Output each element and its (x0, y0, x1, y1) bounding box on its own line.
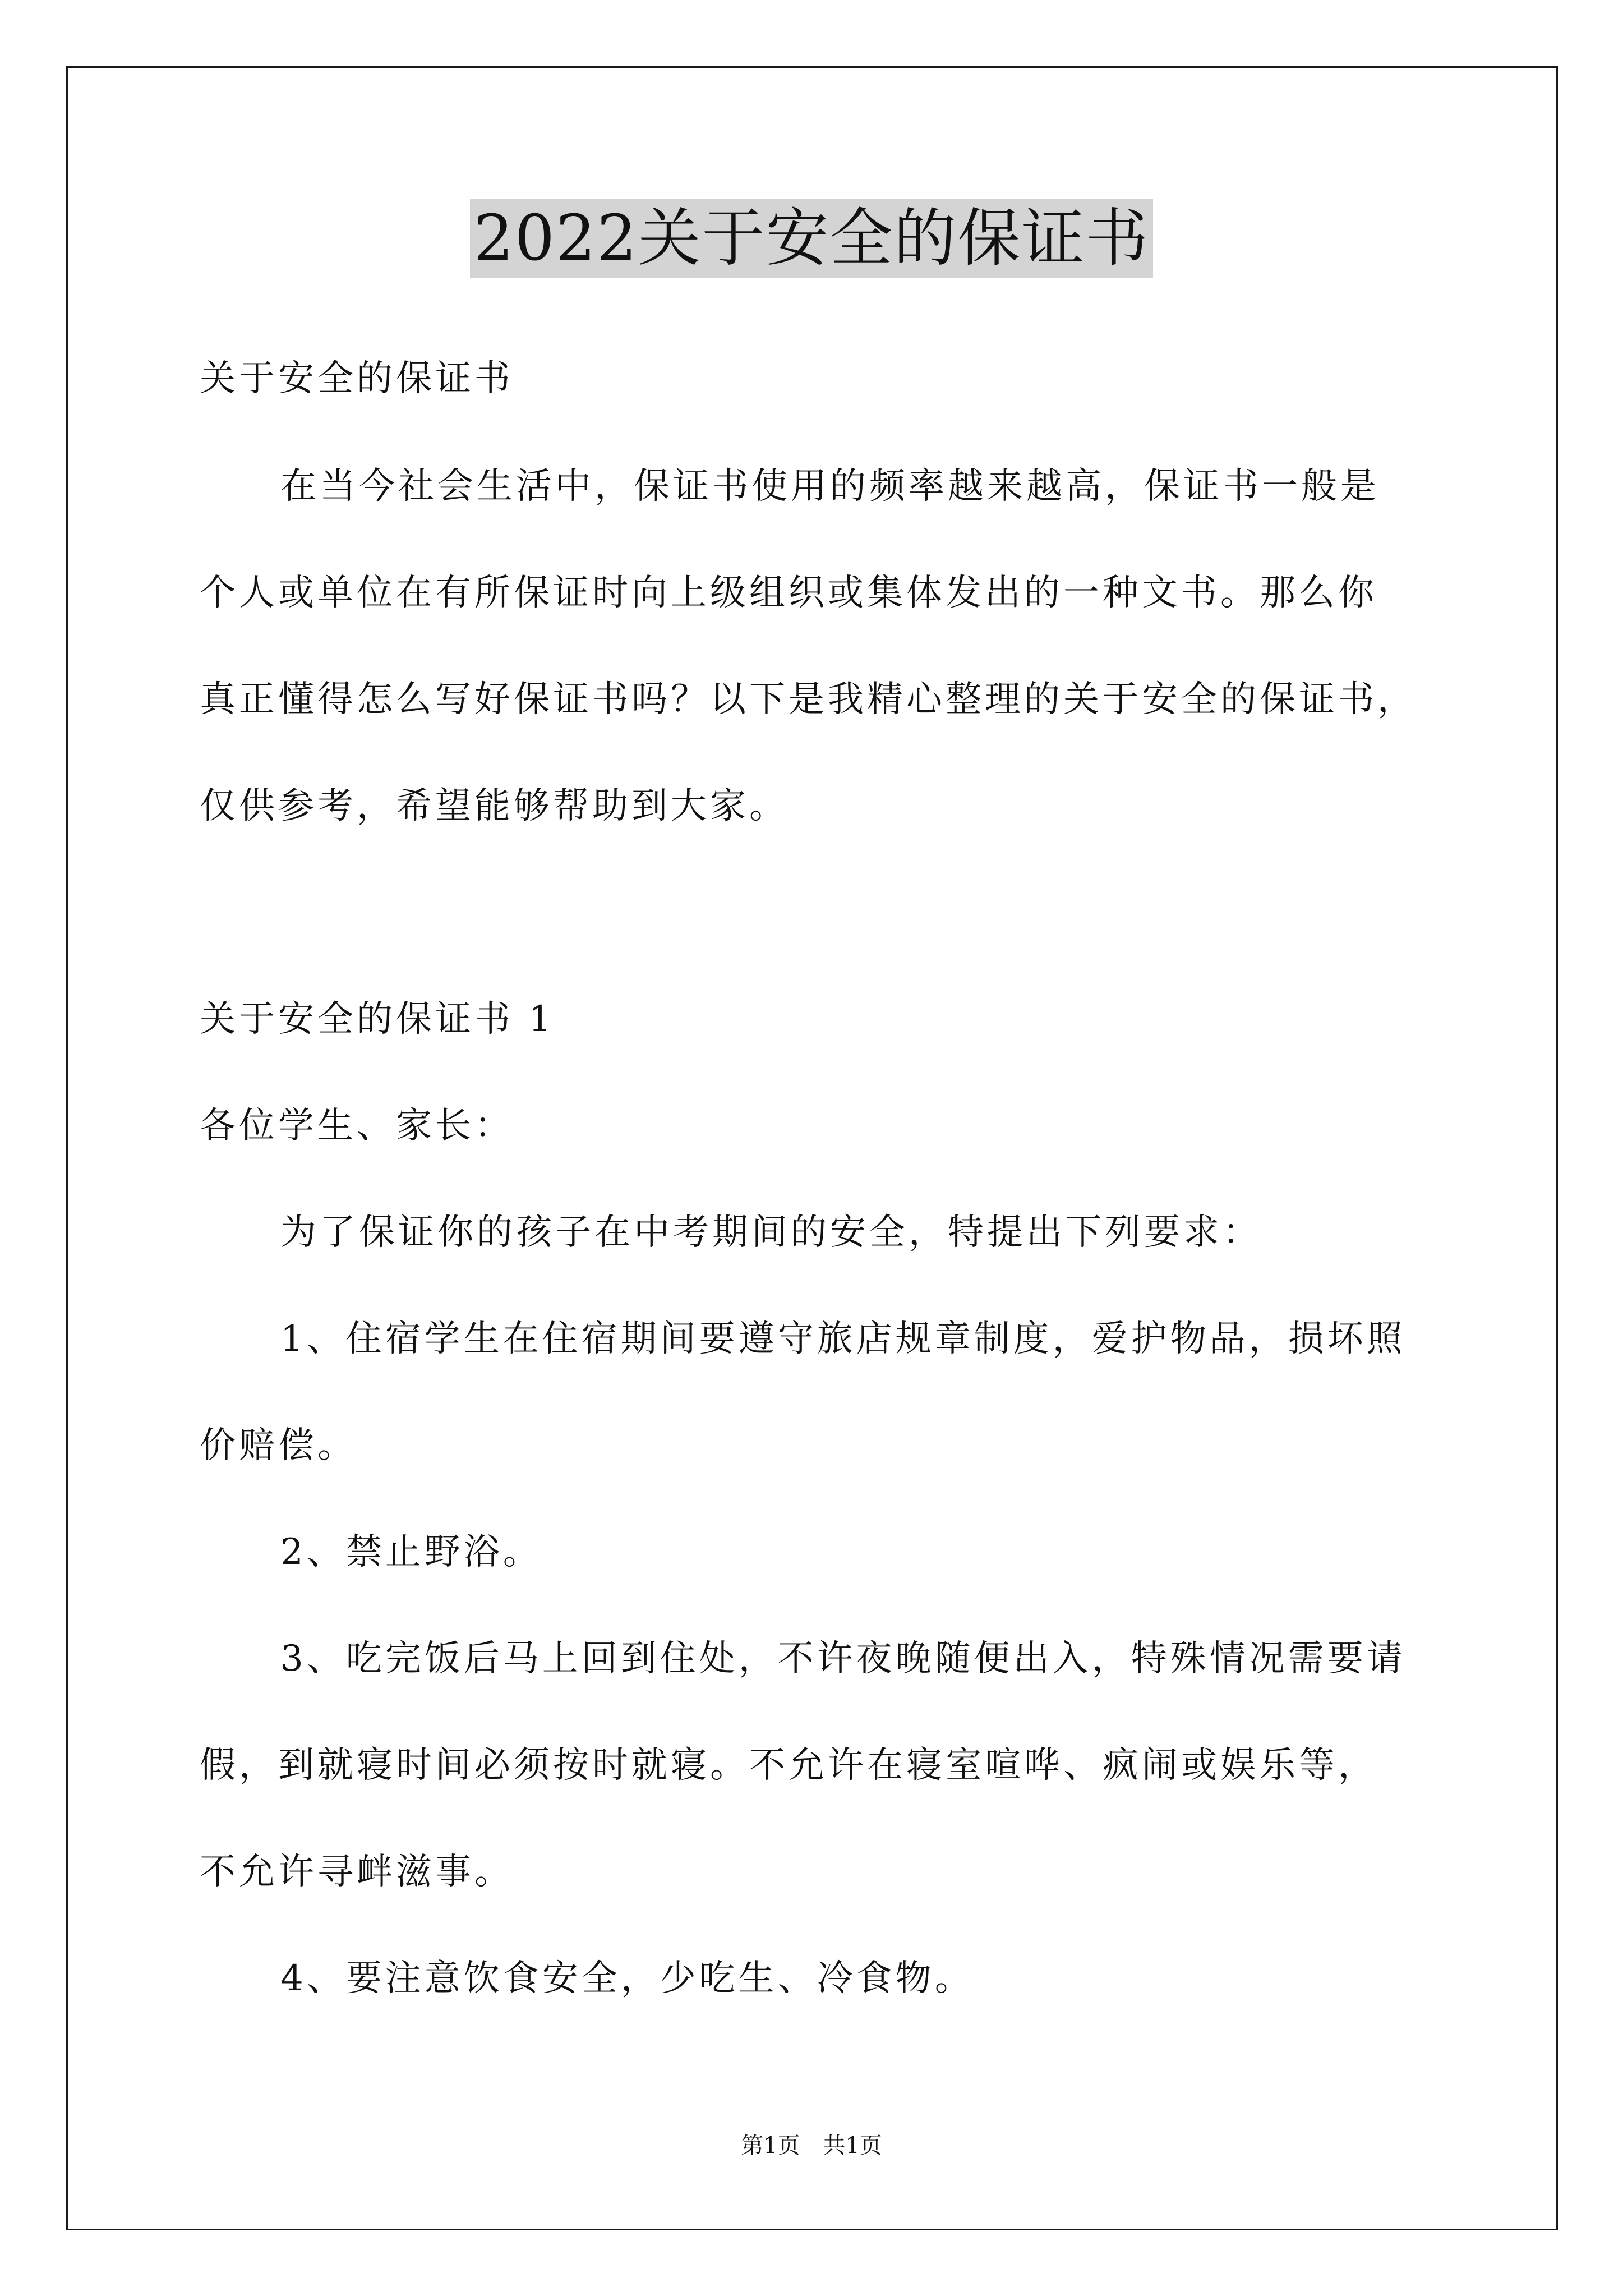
list-item-line: 价赔偿。 (200, 1425, 357, 1466)
list-item-line: 1、住宿学生在住宿期间要遵守旅店规章制度，爱护物品，损坏照 (280, 1318, 1406, 1360)
document-title: 2022关于安全的保证书 (470, 199, 1152, 278)
paragraph-line: 真正懂得怎么写好保证书吗？以下是我精心整理的关于安全的保证书， (200, 679, 1417, 720)
page-number-total: 共1页 (823, 2133, 882, 2159)
list-item-line: 2、禁止野浴。 (280, 1531, 542, 1573)
page-number-current: 第1页 (741, 2133, 800, 2159)
page-footer (0, 2129, 1623, 2162)
paragraph-line: 为了保证你的孩子在中考期间的安全，特提出下列要求： (280, 1212, 1262, 1253)
section-heading: 关于安全的保证书 (200, 358, 514, 399)
list-item-line: 4、要注意饮食安全，少吃生、冷食物。 (280, 1958, 974, 1999)
paragraph-line: 个人或单位在有所保证时向上级组织或集体发出的一种文书。那么你 (200, 572, 1377, 614)
paragraph-line: 仅供参考，希望能够帮助到大家。 (200, 785, 789, 827)
title-wrap (0, 199, 1623, 278)
list-item-line: 3、吃完饭后马上回到住处，不许夜晚随便出入，特殊情况需要请 (280, 1638, 1406, 1680)
section-heading: 关于安全的保证书 1 (200, 999, 555, 1040)
list-item-line: 不允许寻衅滋事。 (200, 1851, 514, 1893)
list-item-line: 假，到就寝时间必须按时就寝。不允许在寝室喧哗、疯闹或娱乐等， (200, 1745, 1377, 1786)
paragraph-line: 在当今社会生活中，保证书使用的频率越来越高，保证书一般是 (280, 466, 1380, 507)
salutation: 各位学生、家长： (200, 1105, 514, 1147)
